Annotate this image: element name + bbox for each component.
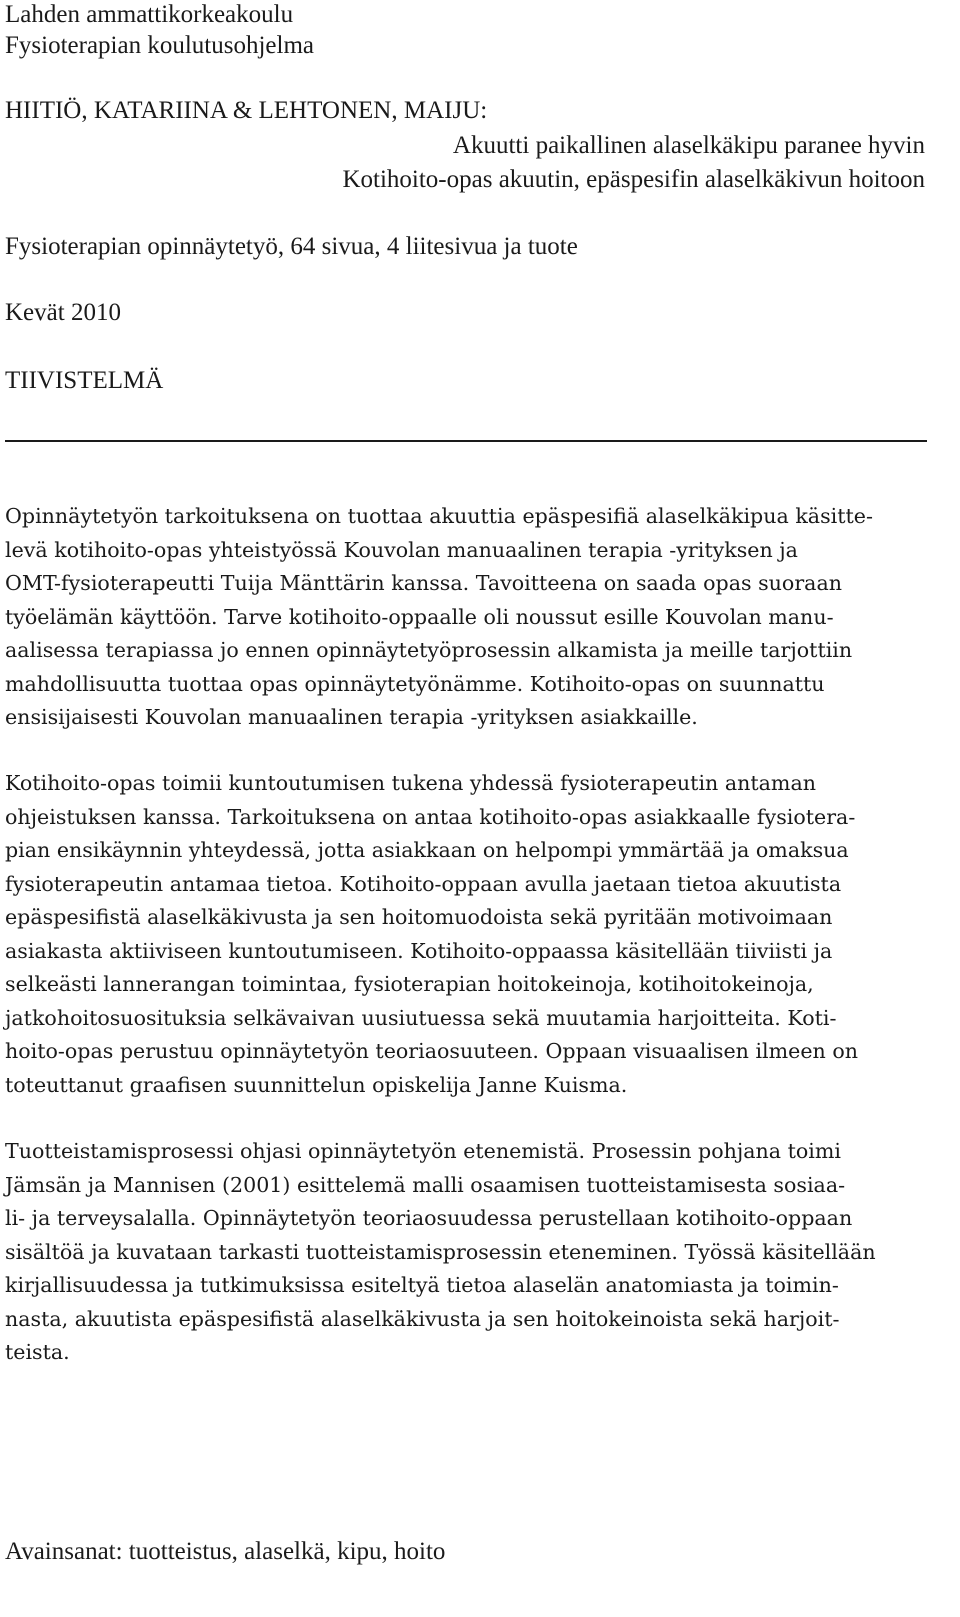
paragraph-line: hoito-opas perustuu opinnäytetyön teoriaosuuteen. Oppaan visuaalisen ilmeen on [5,1039,859,1063]
thesis-info: Fysioterapian opinnäytetyö, 64 sivua, 4 liitesivua ja tuote [5,233,578,260]
paragraph-line: Tuotteistamisprosessi ohjasi opinnäytetyön etenemistä. Prosessin pohjana toimi [5,1139,841,1163]
paragraph-line: Kotihoito-opas toimii kuntoutumisen tukena yhdessä fysioterapeutin antaman [5,771,816,795]
paragraph-line: pian ensikäynnin yhteydessä, jotta asiakkaan on helpompi ymmärtää ja omaksua [5,838,849,862]
authors: HIITIÖ, KATARIINA & LEHTONEN, MAIJU: [5,97,488,124]
section-heading: TIIVISTELMÄ [5,367,164,394]
heading-divider [5,440,927,442]
paragraph-line: fysioterapeutin antamaa tietoa. Kotihoito-oppaan avulla jaetaan tietoa akuutista [5,871,842,896]
paragraph-line: epäspesifistä alaselkäkivusta ja sen hoitomuodoista sekä pyritään motivoimaan [5,905,833,929]
paragraph-line: mahdollisuutta tuottaa opas opinnäytetyönämme. Kotihoito-opas on suunnattu [5,671,825,696]
programme-name: Fysioterapian koulutusohjelma [5,32,314,59]
paragraph-line: Opinnäytetyön tarkoituksena on tuottaa akuuttia epäspesifiä alaselkäkipua käsitte- [5,504,873,528]
thesis-title: Akuutti paikallinen alaselkäkipu paranee hyvin [452,132,925,159]
thesis-subtitle: Kotihoito-opas akuutin, epäspesifin alaselkäkivun hoitoon [342,166,925,193]
paragraph-line: ohjeistuksen kanssa. Tarkoituksena on antaa kotihoito-opas asiakkaalle fysiotera- [5,804,856,829]
paragraph-line: selkeästi lannerangan toimintaa, fysioterapian hoitokeinoja, kotihoitokeinoja, [5,972,814,996]
institution-name: Lahden ammattikorkeakoulu [5,1,294,28]
thesis-date: Kevät 2010 [5,299,121,326]
paragraph-line: kirjallisuudessa ja tutkimuksissa esiteltyä tietoa alaselän anatomiasta ja toimin- [5,1273,839,1297]
paragraph-line: toteuttanut graafisen suunnittelun opiskelija Janne Kuisma. [5,1072,628,1097]
paragraph-line: sisältöä ja kuvataan tarkasti tuotteistamisprosessin eteneminen. Työssä käsitellään [5,1239,876,1264]
paragraph-line: aalisessa terapiassa jo ennen opinnäytetyöprosessin alkamista ja meille tarjottiin [5,638,853,662]
paragraph-line: jatkohoitosuosituksia selkävaivan uusiutuessa sekä muutamia harjoitteita. Koti- [5,1005,837,1030]
paragraph-line: nasta, akuutista epäspesifistä alaselkäkivusta ja sen hoitokeinoista sekä harjoit- [5,1306,840,1331]
paragraph-line: OMT-fysioterapeutti Tuija Mänttärin kanssa. Tavoitteena on saada opas suoraan [5,571,842,595]
paragraph-line: Jämsän ja Mannisen (2001) esittelemä malli osaamisen tuotteistamisesta sosiaa- [5,1172,846,1197]
paragraph-line: asiakasta aktiiviseen kuntoutumiseen. Kotihoito-oppaassa käsitellään tiiviisti ja [5,938,833,963]
paragraph-line: ensisijaisesti Kouvolan manuaalinen terapia -yrityksen asiakkaille. [5,705,698,729]
paragraph-line: levä kotihoito-opas yhteistyössä Kouvolan manuaalinen terapia -yrityksen ja [5,537,798,562]
abstract-paragraph-2 [5,767,923,1102]
abstract-paragraph-3 [5,1135,923,1370]
abstract-paragraph-1 [5,500,923,735]
paragraph-line: li- ja terveysalalla. Opinnäytetyön teoriaosuudessa perustellaan kotihoito-oppaan [5,1206,853,1230]
paragraph-line: työelämän käyttöön. Tarve kotihoito-oppaalle oli noussut esille Kouvolan manu- [5,604,834,629]
keywords: Avainsanat: tuotteistus, alaselkä, kipu, hoito [5,1538,446,1565]
paragraph-line: teista. [5,1340,70,1364]
